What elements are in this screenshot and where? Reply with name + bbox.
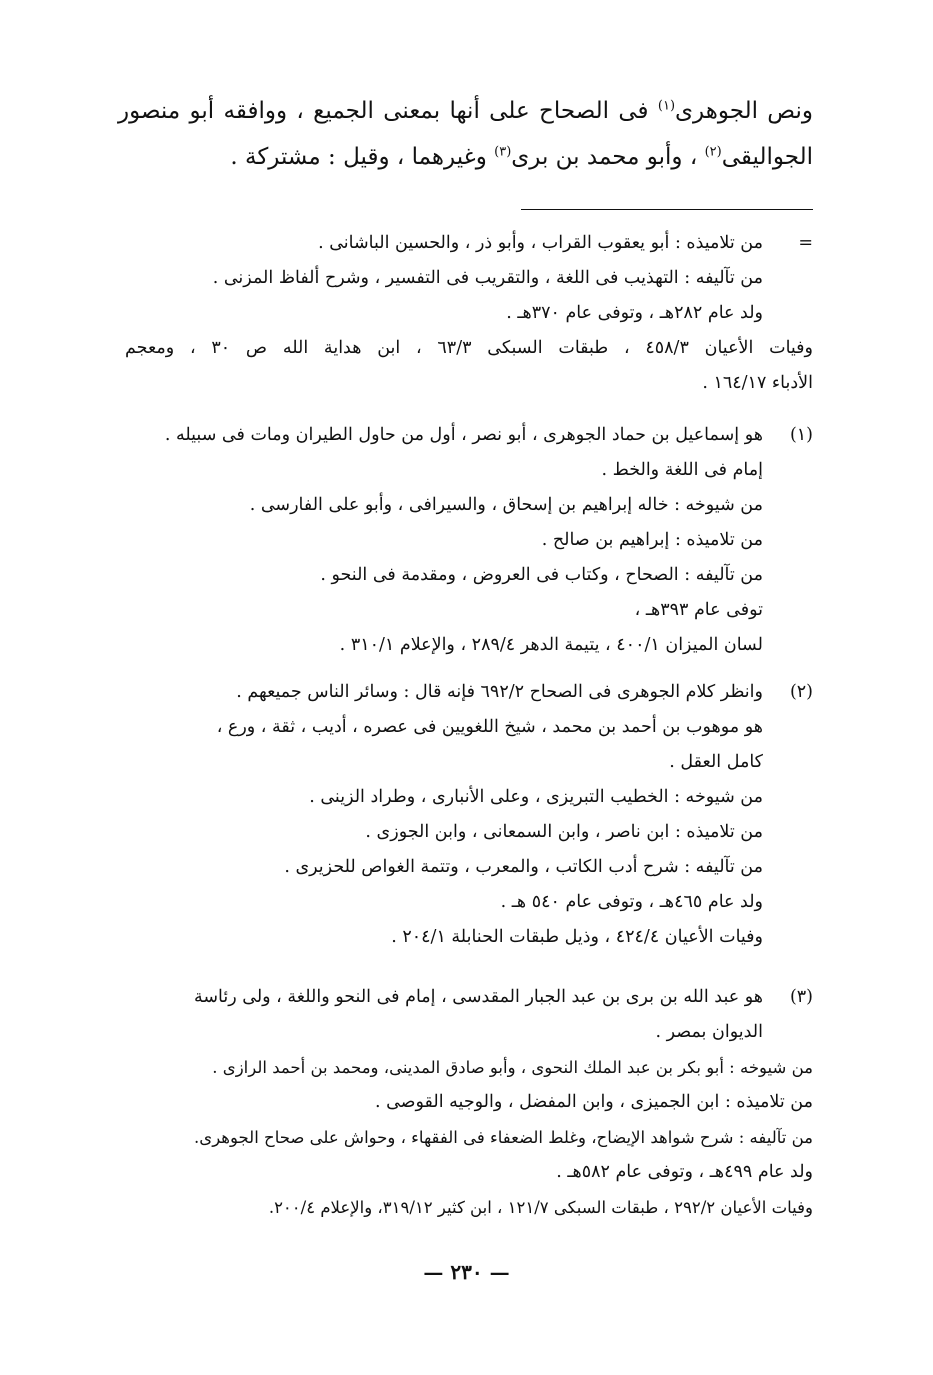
text-run: الجواليقى (721, 144, 813, 170)
footnote-line: من تآليفه : التهذيب فى اللغة ، والتقريب فى التفسير ، وشرح ألفاظ المزنى . (212, 268, 763, 288)
footnote-line: من تآليفه : الصحاح ، وكتاب فى العروض ، ومقدمة فى النحو . (320, 565, 763, 585)
main-text-line (118, 134, 813, 180)
footnote-line: وفيات الأعيان ٢٩٢/٢ ، طبقات السبكى ١٢١/٧ ، ابن كثير ٣١٩/١٢، والإعلام ٢٠٠/٤. (268, 1198, 813, 1217)
footnote-2 (125, 675, 813, 955)
text-run: ونص الجوهرى (675, 98, 813, 124)
text-run: وغيرهما ، وقيل : مشتركة . (230, 144, 495, 170)
footnote-line: هو موهوب بن أحمد بن محمد ، شيخ اللغويين فى عصره ، أديب ، ثقة ، ورع ، (216, 717, 763, 737)
footnote-line: إمام فى اللغة والخط . (601, 460, 763, 480)
footnote-mark: (١) (789, 425, 813, 445)
footnote-line: من شيوخه : خاله إبراهيم بن إسحاق ، والسيرافى ، وأبو على الفارسى . (249, 495, 763, 515)
main-text-line (118, 88, 813, 134)
footnote-3 (125, 980, 813, 1225)
footnote-line: من شيوخه : أبو بكر بن عبد الملك النحوى ، وأبو صادق المدينى، ومحمد بن أحمد الرازى . (212, 1058, 813, 1077)
footnote-line: من شيوخه : الخطيب التبريزى ، وعلى الأنبارى ، وطراد الزينى . (309, 787, 763, 807)
footnote-line: من تلاميذه : أبو يعقوب القراب ، وأبو ذر ، والحسين الباشانى . (318, 233, 763, 253)
footnote-ref-3[interactable]: (٣) (494, 144, 512, 160)
footnote-ref-1[interactable]: (١) (657, 98, 676, 114)
main-text (118, 88, 813, 180)
footnote-line: وفيات الأعيان ٤٥٨/٣ ، طبقات السبكى ٦٣/٣ ، ابن هداية الله ص ٣٠ ، ومعجم (125, 338, 814, 358)
footnote-1 (125, 418, 813, 663)
footnote-line: وانظر كلام الجوهرى فى الصحاح ٦٩٢/٢ فإنه قال : وسائر الناس جميعهم . (236, 682, 763, 702)
footnote-ref-2[interactable]: (٢) (704, 144, 722, 160)
footnote-line: ولد عام ٤٦٥هـ ، وتوفى عام ٥٤٠ هـ . (500, 892, 763, 912)
footnote-line: ولد عام ٢٨٢هـ ، وتوفى عام ٣٧٠هـ . (506, 303, 763, 323)
footnote-line: من تلاميذه : ابن ناصر ، وابن السمعانى ، وابن الجوزى . (365, 822, 763, 842)
page-number: — ٢٣٠ — (423, 1260, 510, 1284)
footnote-line: كامل العقل . (669, 752, 763, 772)
footnote-line: ولد عام ٤٩٩هـ ، وتوفى عام ٥٨٢هـ . (556, 1162, 813, 1182)
footnote-continuation (125, 226, 813, 401)
footnote-line: هو عبد الله بن برى بن عبد الجبار المقدسى ، إمام فى النحو واللغة ، ولى رئاسة (193, 987, 763, 1007)
text-run: ، وأبو محمد بن برى (511, 144, 705, 170)
footnote-line: توفى عام ٣٩٣هـ ، (634, 600, 763, 620)
footnote-line: لسان الميزان ٤٠٠/١ ، يتيمة الدهر ٢٨٩/٤ ، والإعلام ٣١٠/١ . (339, 635, 763, 655)
footnote-line: من تآليفه : شرح أدب الكاتب ، والمعرب ، وتتمة الغواص للحزيرى . (284, 857, 763, 877)
footnote-separator (521, 209, 813, 210)
footnote-mark: (٢) (789, 682, 813, 702)
footnote-line: وفيات الأعيان ٤٢٤/٤ ، وذيل طبقات الحنابلة ٢٠٤/١ . (391, 927, 763, 947)
footnote-line: الديوان بمصر . (655, 1022, 763, 1042)
footnote-line: من تلاميذه : إبراهيم بن صالح . (541, 530, 763, 550)
text-run: فى الصحاح على أنها بمعنى الجميع ، ووافقه أبو منصور (118, 98, 658, 124)
footnote-line: هو إسماعيل بن حماد الجوهرى ، أبو نصر ، أول من حاول الطيران ومات فى سبيله . (164, 425, 763, 445)
footnote-mark: (٣) (789, 987, 813, 1007)
footnote-line: من تلاميذه : ابن الجميزى ، وابن المفضل ، والوجيه القوصى . (374, 1092, 813, 1112)
footnote-line: من تآليفه : شرح شواهد الإيضاح، وغلط الضعفاء فى الفقهاء ، وحواش على صحاح الجوهرى. (194, 1128, 813, 1147)
footnote-line: الأدباء ١٦٤/١٧ . (702, 373, 813, 393)
footnote-mark: = (798, 233, 813, 253)
